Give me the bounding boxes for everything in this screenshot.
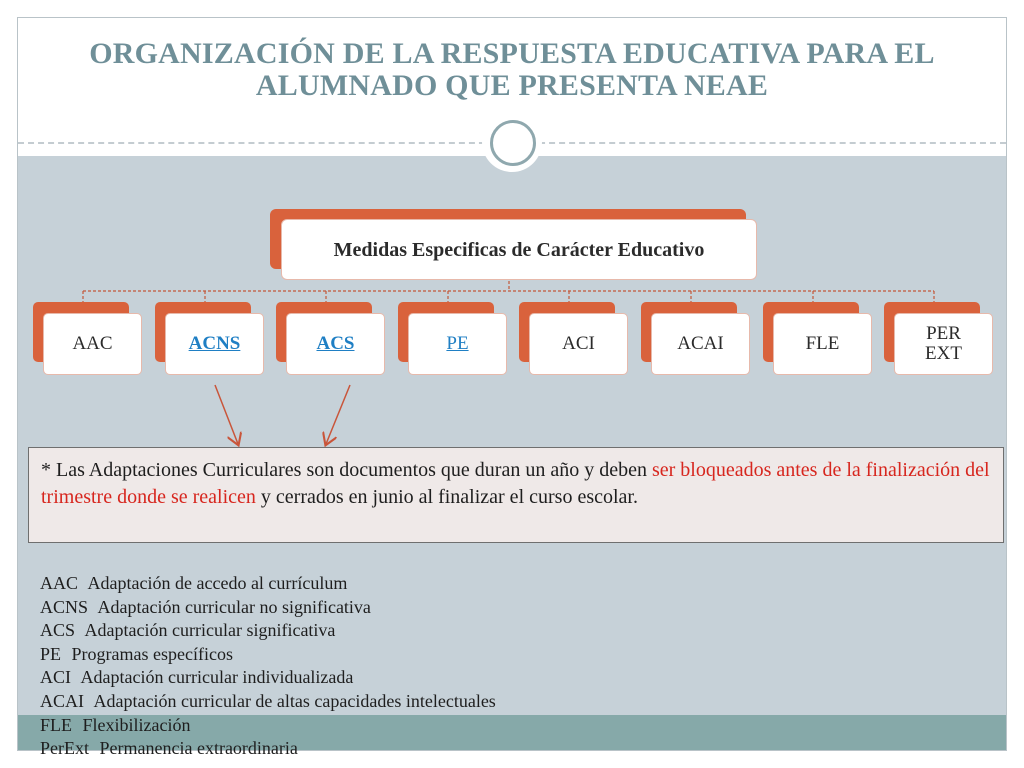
measure-box-acs[interactable]: ACS [286, 313, 385, 375]
legend-abbr: ACI [40, 667, 71, 688]
title-line-2: ALUMNADO QUE PRESENTA NEAE [255, 69, 769, 102]
note-text-1: * Las Adaptaciones Curriculares son documentos que duran un año y deben [41, 459, 652, 481]
legend-item [40, 643, 496, 667]
legend-abbr: AAC [40, 573, 79, 593]
legend-abbr: ACNS [40, 596, 89, 617]
legend-abbr: ACAI [40, 690, 84, 711]
arrow-acs [326, 385, 350, 444]
measure-box-fle: FLE [773, 313, 872, 375]
measure-box-acai: ACAI [651, 313, 750, 375]
legend-item [40, 596, 496, 620]
measure-box-per-ext: PER EXT [894, 313, 993, 375]
top-node: Medidas Especificas de Carácter Educativo [281, 219, 757, 280]
legend-description: Programas específicos [71, 643, 233, 664]
legend-abbr: PE [40, 643, 62, 664]
legend-abbr: ACS [40, 620, 76, 641]
legend-item [40, 714, 496, 738]
legend-description: Adaptación curricular de altas capacidades intelectuales [93, 690, 496, 711]
legend-item [40, 666, 496, 690]
note-text-highlight: ser bloqueados antes de la finalización del trimestre donde se realicen [41, 459, 990, 508]
note-text-3: y cerrados en junio al finalizar el curso escolar. [255, 486, 638, 508]
arrow-acns [215, 385, 238, 444]
legend-description: Permanencia extraordinaria [99, 738, 298, 759]
legend-description: Adaptación de accedo al currículum [87, 573, 348, 593]
legend-description: Flexibilización [82, 714, 191, 735]
legend-item [40, 572, 496, 596]
title-line-1: ORGANIZACIÓN DE LA RESPUESTA EDUCATIVA PARA EL [89, 37, 935, 70]
measure-box-aac: AAC [43, 313, 142, 375]
measure-box-acns[interactable]: ACNS [165, 313, 264, 375]
legend-description: Adaptación curricular individualizada [80, 667, 354, 688]
legend-item [40, 690, 496, 714]
legend-item [40, 619, 496, 643]
legend-description: Adaptación curricular no significativa [97, 596, 371, 617]
legend-description: Adaptación curricular significativa [84, 620, 336, 641]
legend-abbr: FLE [40, 714, 73, 735]
legend-abbr: PerExt [40, 738, 89, 759]
measure-box-aci: ACI [529, 313, 628, 375]
legend-item [40, 737, 496, 761]
note-box [28, 447, 1004, 543]
measure-box-pe[interactable]: PE [408, 313, 507, 375]
legend-list [40, 572, 496, 761]
